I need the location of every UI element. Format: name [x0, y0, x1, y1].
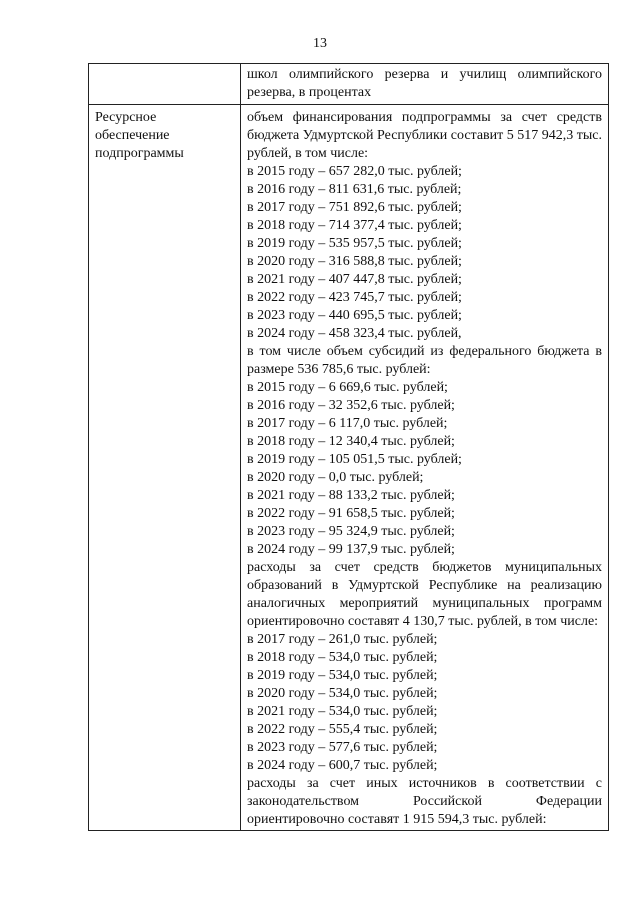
budget-year-line: в 2017 году – 751 892,6 тыс. рублей;: [247, 200, 462, 215]
resource-label-line: Ресурсное: [95, 110, 157, 125]
budget-year-line: в 2022 году – 423 745,7 тыс. рублей;: [247, 290, 462, 305]
municipal-years-list: [247, 631, 602, 775]
resource-label-line: обеспечение: [95, 128, 170, 143]
budget-year-line: в 2016 году – 811 631,6 тыс. рублей;: [247, 182, 462, 197]
table-row: [89, 64, 609, 105]
budget-year-line: в 2020 году – 316 588,8 тыс. рублей;: [247, 254, 462, 269]
federal-intro: в том числе объем субсидий из федерального бюджета в размере 536 785,6 тыс. рублей:: [247, 344, 602, 377]
budget-year-line: в 2019 году – 535 957,5 тыс. рублей;: [247, 236, 462, 251]
budget-year-line: в 2023 году – 440 695,5 тыс. рублей;: [247, 308, 462, 323]
municipal-year-line: в 2018 году – 534,0 тыс. рублей;: [247, 650, 438, 665]
municipal-year-line: в 2020 году – 534,0 тыс. рублей;: [247, 686, 438, 701]
other-sources-text: расходы за счет иных источников в соответствии с законодательством Российской Федерации ориентировочно составят 1 915 594,3 тыс. рублей:: [247, 776, 602, 827]
table-row: [89, 105, 609, 831]
budget-year-line: в 2021 году – 407 447,8 тыс. рублей;: [247, 272, 462, 287]
resource-label-line: подпрограммы: [95, 146, 184, 161]
budget-year-line: в 2024 году – 458 323,4 тыс. рублей,: [247, 326, 462, 341]
budget-year-line: в 2015 году – 657 282,0 тыс. рублей;: [247, 164, 462, 179]
federal-year-line: в 2020 году – 0,0 тыс. рублей;: [247, 470, 424, 485]
municipal-year-line: в 2024 году – 600,7 тыс. рублей;: [247, 758, 438, 773]
indicator-text-cell: школ олимпийского резерва и училищ олимпийского резерва, в процентах: [241, 64, 609, 105]
resource-content-cell: [241, 105, 609, 831]
municipal-year-line: в 2022 году – 555,4 тыс. рублей;: [247, 722, 438, 737]
federal-years-list: [247, 379, 602, 559]
municipal-year-line: в 2023 году – 577,6 тыс. рублей;: [247, 740, 438, 755]
budget-intro: объем финансирования подпрограммы за счет средств бюджета Удмуртской Республики составит 5 517 942,3 тыс. рублей, в том числе:: [247, 110, 603, 161]
subprogram-passport-table: [88, 63, 609, 831]
budget-year-line: в 2018 году – 714 377,4 тыс. рублей;: [247, 218, 462, 233]
municipal-year-line: в 2019 году – 534,0 тыс. рублей;: [247, 668, 438, 683]
federal-year-line: в 2023 году – 95 324,9 тыс. рублей;: [247, 524, 455, 539]
municipal-year-line: в 2021 году – 534,0 тыс. рублей;: [247, 704, 438, 719]
federal-year-line: в 2016 году – 32 352,6 тыс. рублей;: [247, 398, 455, 413]
empty-label-cell: [89, 64, 241, 105]
budget-years-list: [247, 163, 602, 343]
federal-year-line: в 2017 году – 6 117,0 тыс. рублей;: [247, 416, 448, 431]
resource-label-cell: [89, 105, 241, 831]
page-number: 13: [313, 36, 327, 51]
federal-year-line: в 2022 году – 91 658,5 тыс. рублей;: [247, 506, 455, 521]
municipal-year-line: в 2017 году – 261,0 тыс. рублей;: [247, 632, 438, 647]
federal-year-line: в 2015 году – 6 669,6 тыс. рублей;: [247, 380, 448, 395]
federal-year-line: в 2018 году – 12 340,4 тыс. рублей;: [247, 434, 455, 449]
federal-year-line: в 2019 году – 105 051,5 тыс. рублей;: [247, 452, 462, 467]
federal-year-line: в 2024 году – 99 137,9 тыс. рублей;: [247, 542, 455, 557]
federal-year-line: в 2021 году – 88 133,2 тыс. рублей;: [247, 488, 455, 503]
municipal-intro: расходы за счет средств бюджетов муниципальных образований в Удмуртской Республике на реализацию аналогичных мероприятий муниципальных программ ориентировочно составят 4 130,7 тыс. рублей, в том числе:: [247, 560, 602, 629]
